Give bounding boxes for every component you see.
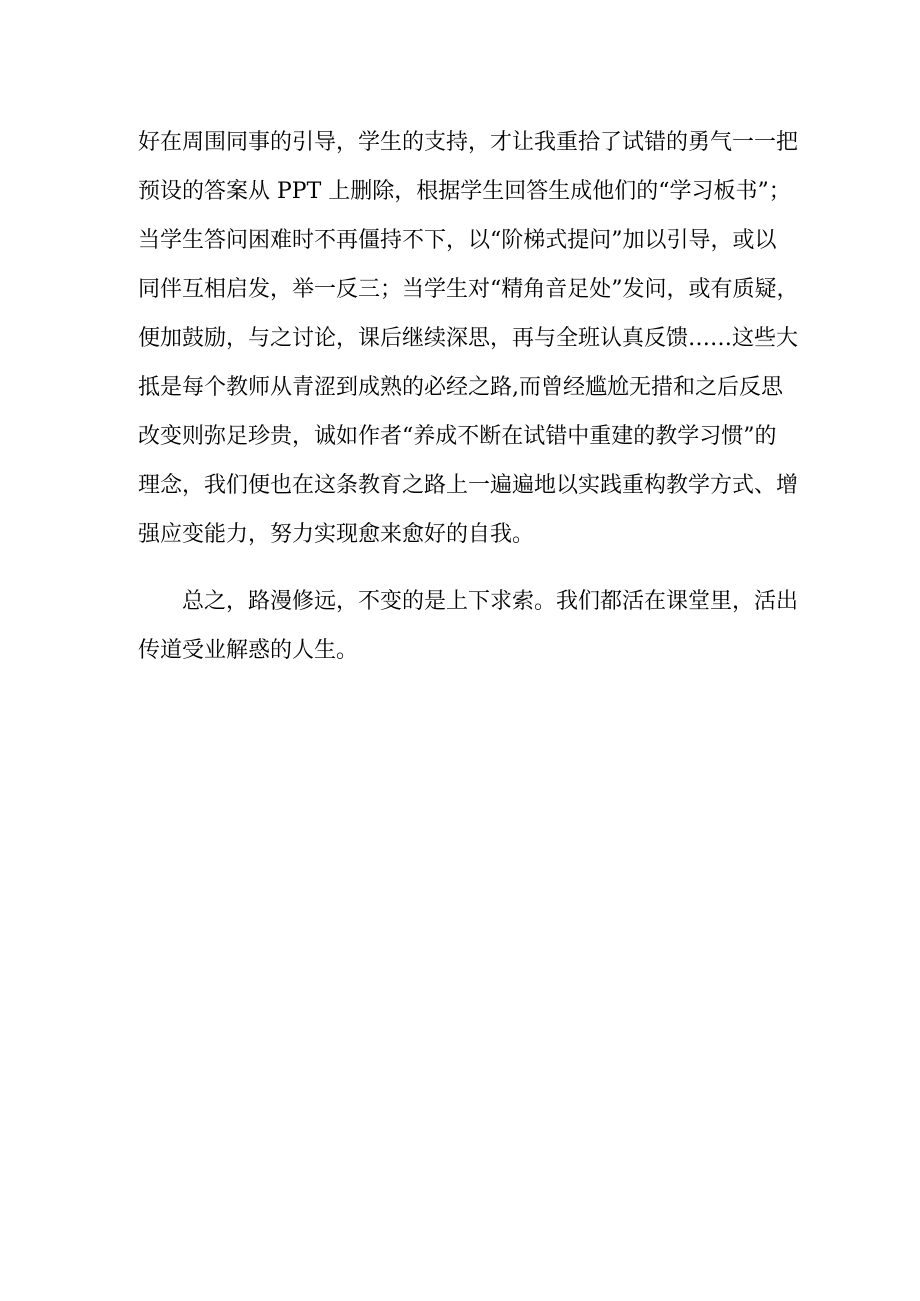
text-line: 同伴互相启发，举一反三；当学生对“精角音足处”发问，或有质疑， [138,277,799,302]
text-line: 传道受业解惑的人生。 [138,638,359,663]
text-line: 理念，我们便也在这条教育之路上一遍遍地以实践重构教学方式、增 [138,473,799,498]
text-line: 总之，路漫修远，不变的是上下求索。我们都活在课堂里，活出 [182,589,799,614]
text-line: 预设的答案从 PPT 上删除，根据学生回答生成他们的“学习板书”； [138,179,791,204]
text-line: 好在周围同事的引导，学生的支持，才让我重拾了试错的勇气一一把 [138,130,799,155]
text-line: 便加鼓励，与之讨论，课后继续深思，再与全班认真反馈……这些大 [138,326,799,351]
paragraph-1 [138,118,798,559]
text-line: 抵是每个教师从青涩到成熟的必经之路,而曾经尴尬无措和之后反思 [138,375,783,400]
text-line: 强应变能力，努力实现愈来愈好的自我。 [138,522,535,547]
paragraph-2 [138,577,798,675]
text-line: 改变则弥足珍贵，诚如作者“养成不断在试错中重建的教学习惯”的 [138,424,777,449]
text-line: 当学生答问困难时不再僵持不下，以“阶梯式提问”加以引导，或以 [138,228,777,253]
